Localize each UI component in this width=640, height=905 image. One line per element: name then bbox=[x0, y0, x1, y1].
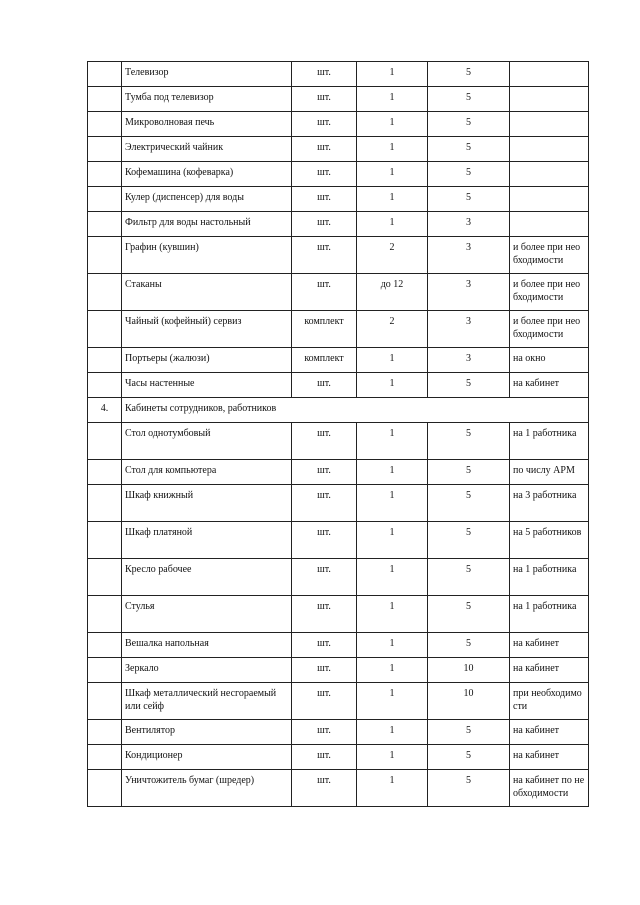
item-service-years: 5 bbox=[428, 137, 510, 162]
item-unit: шт. bbox=[292, 745, 357, 770]
item-name: Зеркало bbox=[122, 658, 292, 683]
item-quantity: до 12 bbox=[357, 274, 428, 311]
item-note bbox=[510, 187, 589, 212]
row-number bbox=[88, 683, 122, 720]
item-name: Портьеры (жалюзи) bbox=[122, 348, 292, 373]
section-header-row bbox=[88, 398, 589, 423]
row-number bbox=[88, 311, 122, 348]
item-unit: шт. bbox=[292, 522, 357, 559]
row-number bbox=[88, 212, 122, 237]
table-row bbox=[88, 423, 589, 460]
item-unit: шт. bbox=[292, 683, 357, 720]
item-service-years: 5 bbox=[428, 559, 510, 596]
row-number bbox=[88, 460, 122, 485]
item-name: Электрический чайник bbox=[122, 137, 292, 162]
item-quantity: 1 bbox=[357, 683, 428, 720]
item-quantity: 1 bbox=[357, 485, 428, 522]
row-number bbox=[88, 559, 122, 596]
item-quantity: 1 bbox=[357, 745, 428, 770]
item-unit: шт. bbox=[292, 87, 357, 112]
item-name: Вешалка напольная bbox=[122, 633, 292, 658]
row-number bbox=[88, 770, 122, 807]
item-quantity: 1 bbox=[357, 373, 428, 398]
item-service-years: 5 bbox=[428, 633, 510, 658]
table-row bbox=[88, 633, 589, 658]
item-name: Стол для компьютера bbox=[122, 460, 292, 485]
item-unit: шт. bbox=[292, 720, 357, 745]
item-quantity: 1 bbox=[357, 212, 428, 237]
table-row bbox=[88, 770, 589, 807]
item-name: Шкаф металлический несгораемый или сейф bbox=[122, 683, 292, 720]
item-quantity: 2 bbox=[357, 237, 428, 274]
item-service-years: 5 bbox=[428, 162, 510, 187]
item-note bbox=[510, 162, 589, 187]
item-service-years: 3 bbox=[428, 237, 510, 274]
table-row bbox=[88, 274, 589, 311]
table-row bbox=[88, 522, 589, 559]
item-service-years: 5 bbox=[428, 485, 510, 522]
item-unit: комплект bbox=[292, 311, 357, 348]
item-note bbox=[510, 112, 589, 137]
item-quantity: 1 bbox=[357, 112, 428, 137]
item-quantity: 1 bbox=[357, 770, 428, 807]
table-row bbox=[88, 485, 589, 522]
item-note bbox=[510, 212, 589, 237]
item-service-years: 5 bbox=[428, 373, 510, 398]
row-number bbox=[88, 485, 122, 522]
item-quantity: 1 bbox=[357, 62, 428, 87]
item-quantity: 1 bbox=[357, 460, 428, 485]
item-service-years: 3 bbox=[428, 274, 510, 311]
item-note: на кабинет bbox=[510, 633, 589, 658]
item-service-years: 5 bbox=[428, 720, 510, 745]
inventory-table bbox=[87, 61, 589, 807]
item-service-years: 10 bbox=[428, 683, 510, 720]
item-unit: шт. bbox=[292, 162, 357, 187]
item-quantity: 1 bbox=[357, 658, 428, 683]
table-row bbox=[88, 212, 589, 237]
row-number bbox=[88, 87, 122, 112]
item-name: Микроволновая печь bbox=[122, 112, 292, 137]
item-name: Чайный (кофейный) сервиз bbox=[122, 311, 292, 348]
table-row bbox=[88, 62, 589, 87]
item-note bbox=[510, 87, 589, 112]
item-name: Кресло рабочее bbox=[122, 559, 292, 596]
table-row bbox=[88, 460, 589, 485]
row-number bbox=[88, 187, 122, 212]
item-service-years: 10 bbox=[428, 658, 510, 683]
item-note: и более при необходимости bbox=[510, 237, 589, 274]
item-name: Стаканы bbox=[122, 274, 292, 311]
item-note: на 1 работника bbox=[510, 596, 589, 633]
item-unit: шт. bbox=[292, 274, 357, 311]
item-unit: шт. bbox=[292, 112, 357, 137]
item-unit: шт. bbox=[292, 137, 357, 162]
item-unit: шт. bbox=[292, 633, 357, 658]
item-note: на 3 работника bbox=[510, 485, 589, 522]
table-row bbox=[88, 745, 589, 770]
item-name: Кофемашина (кофеварка) bbox=[122, 162, 292, 187]
item-quantity: 1 bbox=[357, 720, 428, 745]
row-number bbox=[88, 658, 122, 683]
item-service-years: 3 bbox=[428, 212, 510, 237]
row-number bbox=[88, 237, 122, 274]
row-number bbox=[88, 62, 122, 87]
table-row bbox=[88, 237, 589, 274]
item-note: и более при необходимости bbox=[510, 274, 589, 311]
row-number bbox=[88, 162, 122, 187]
item-service-years: 5 bbox=[428, 522, 510, 559]
item-note: на кабинет bbox=[510, 658, 589, 683]
table-row bbox=[88, 311, 589, 348]
table-row bbox=[88, 87, 589, 112]
table-row bbox=[88, 720, 589, 745]
item-service-years: 5 bbox=[428, 460, 510, 485]
item-unit: шт. bbox=[292, 423, 357, 460]
item-quantity: 1 bbox=[357, 596, 428, 633]
item-name: Шкаф платяной bbox=[122, 522, 292, 559]
item-name: Тумба под телевизор bbox=[122, 87, 292, 112]
item-name: Кондиционер bbox=[122, 745, 292, 770]
row-number bbox=[88, 137, 122, 162]
table-row bbox=[88, 137, 589, 162]
item-note: на 1 работника bbox=[510, 559, 589, 596]
item-note: на окно bbox=[510, 348, 589, 373]
item-unit: шт. bbox=[292, 596, 357, 633]
item-quantity: 1 bbox=[357, 162, 428, 187]
item-quantity: 1 bbox=[357, 87, 428, 112]
item-name: Шкаф книжный bbox=[122, 485, 292, 522]
table-row bbox=[88, 373, 589, 398]
table-row bbox=[88, 683, 589, 720]
item-service-years: 3 bbox=[428, 311, 510, 348]
table-row bbox=[88, 559, 589, 596]
section-number: 4. bbox=[88, 398, 122, 423]
row-number bbox=[88, 745, 122, 770]
item-unit: шт. bbox=[292, 559, 357, 596]
item-unit: шт. bbox=[292, 187, 357, 212]
table-row bbox=[88, 348, 589, 373]
item-service-years: 5 bbox=[428, 62, 510, 87]
item-note: на кабинет bbox=[510, 745, 589, 770]
item-note bbox=[510, 137, 589, 162]
item-name: Кулер (диспенсер) для воды bbox=[122, 187, 292, 212]
row-number bbox=[88, 348, 122, 373]
item-note: при необходимости bbox=[510, 683, 589, 720]
item-note bbox=[510, 62, 589, 87]
item-quantity: 1 bbox=[357, 522, 428, 559]
item-service-years: 5 bbox=[428, 745, 510, 770]
item-quantity: 1 bbox=[357, 348, 428, 373]
item-service-years: 5 bbox=[428, 187, 510, 212]
item-quantity: 1 bbox=[357, 423, 428, 460]
row-number bbox=[88, 720, 122, 745]
item-service-years: 5 bbox=[428, 112, 510, 137]
table-row bbox=[88, 162, 589, 187]
table-row bbox=[88, 112, 589, 137]
item-name: Фильтр для воды настольный bbox=[122, 212, 292, 237]
item-service-years: 3 bbox=[428, 348, 510, 373]
item-unit: шт. bbox=[292, 62, 357, 87]
row-number bbox=[88, 596, 122, 633]
item-service-years: 5 bbox=[428, 87, 510, 112]
table-row bbox=[88, 658, 589, 683]
section-title: Кабинеты сотрудников, работников bbox=[122, 398, 589, 423]
item-note: на 1 работника bbox=[510, 423, 589, 460]
item-name: Стол однотумбовый bbox=[122, 423, 292, 460]
item-quantity: 1 bbox=[357, 137, 428, 162]
item-note: на кабинет по необходимости bbox=[510, 770, 589, 807]
item-name: Стулья bbox=[122, 596, 292, 633]
row-number bbox=[88, 373, 122, 398]
item-service-years: 5 bbox=[428, 770, 510, 807]
row-number bbox=[88, 522, 122, 559]
item-unit: шт. bbox=[292, 212, 357, 237]
item-unit: шт. bbox=[292, 237, 357, 274]
table-row bbox=[88, 596, 589, 633]
item-note: на 5 работников bbox=[510, 522, 589, 559]
item-unit: шт. bbox=[292, 658, 357, 683]
row-number bbox=[88, 274, 122, 311]
item-note: и более при необходимости bbox=[510, 311, 589, 348]
table-row bbox=[88, 187, 589, 212]
item-quantity: 2 bbox=[357, 311, 428, 348]
item-quantity: 1 bbox=[357, 633, 428, 658]
item-unit: шт. bbox=[292, 485, 357, 522]
item-unit: шт. bbox=[292, 460, 357, 485]
item-service-years: 5 bbox=[428, 596, 510, 633]
item-name: Телевизор bbox=[122, 62, 292, 87]
row-number bbox=[88, 112, 122, 137]
row-number bbox=[88, 423, 122, 460]
item-unit: комплект bbox=[292, 348, 357, 373]
item-name: Графин (кувшин) bbox=[122, 237, 292, 274]
item-note: на кабинет bbox=[510, 720, 589, 745]
item-service-years: 5 bbox=[428, 423, 510, 460]
item-name: Часы настенные bbox=[122, 373, 292, 398]
item-name: Уничтожитель бумаг (шредер) bbox=[122, 770, 292, 807]
item-note: на кабинет bbox=[510, 373, 589, 398]
item-quantity: 1 bbox=[357, 187, 428, 212]
item-unit: шт. bbox=[292, 770, 357, 807]
item-note: по числу АРМ bbox=[510, 460, 589, 485]
item-name: Вентилятор bbox=[122, 720, 292, 745]
item-quantity: 1 bbox=[357, 559, 428, 596]
row-number bbox=[88, 633, 122, 658]
item-unit: шт. bbox=[292, 373, 357, 398]
